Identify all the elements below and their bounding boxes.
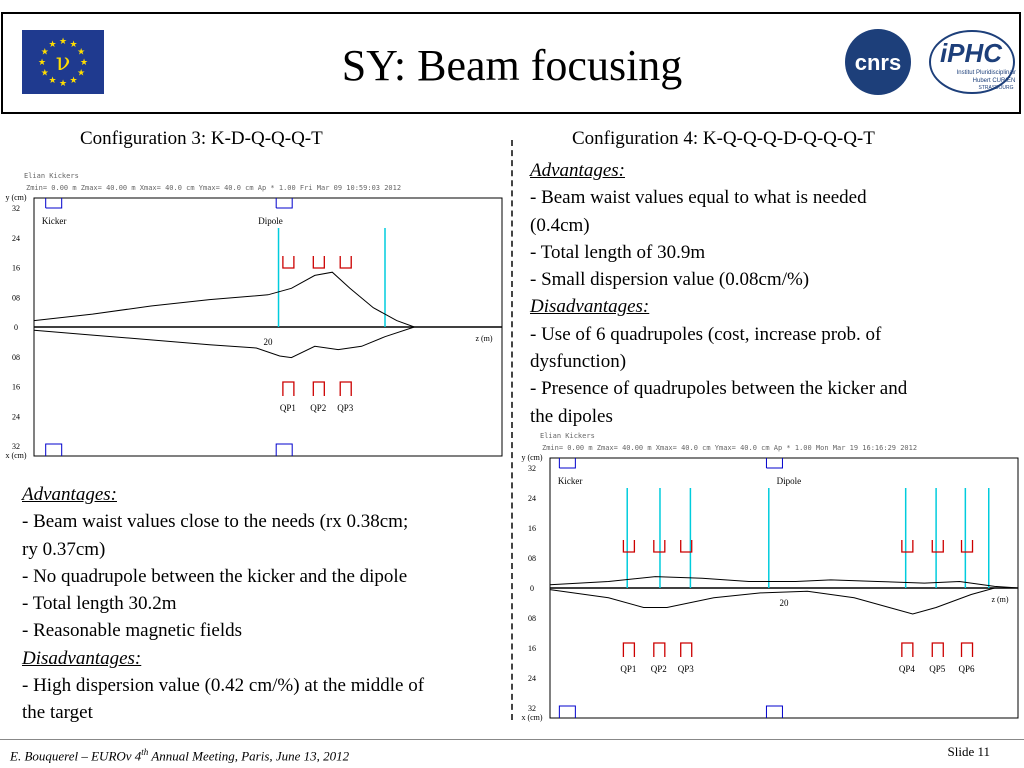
footer-author: E. Bouquerel – EUROv 4	[10, 748, 142, 764]
y-tick-label: 32	[528, 704, 536, 713]
magnet-marker-top	[766, 458, 782, 468]
quadrupole-label: QP6	[958, 664, 975, 674]
element-label: Dipole	[776, 476, 802, 486]
config3-dis-line: the target	[22, 702, 93, 724]
slide-title: SY: Beam focusing	[341, 41, 683, 90]
config4-dis-line: - Presence of quadrupoles between the kicker and	[530, 378, 908, 400]
config3-beam-envelope-plot	[0, 168, 506, 460]
eu-star-icon: ★	[40, 46, 49, 57]
eu-star-icon: ★	[77, 46, 86, 57]
quadrupole-top-marker	[902, 540, 913, 552]
z-axis-label: z (m)	[991, 595, 1009, 604]
quadrupole-top-marker	[313, 256, 324, 268]
y-tick-label: 24	[528, 494, 536, 503]
eu-star-icon: ★	[37, 57, 47, 67]
quadrupole-top-marker	[623, 540, 634, 552]
column-divider	[511, 140, 513, 720]
magnet-marker-top	[559, 458, 575, 468]
quadrupole-bottom-marker	[654, 643, 665, 657]
config3-adv-line: ry 0.37cm)	[22, 538, 106, 560]
config4-adv-line: - Total length of 30.9m	[530, 241, 706, 263]
quadrupole-top-marker	[932, 540, 943, 552]
config4-adv-line: - Beam waist values equal to what is needed	[530, 187, 867, 209]
y-tick-label: 16	[528, 524, 536, 533]
config3-heading: Configuration 3: K-D-Q-Q-Q-T	[80, 128, 323, 149]
y-tick-label: 08	[528, 614, 536, 623]
config4-beam-envelope-plot	[516, 428, 1022, 722]
magnet-marker-bottom	[46, 444, 62, 456]
quadrupole-bottom-marker	[962, 643, 973, 657]
y-tick-label: 16	[12, 382, 20, 392]
y-tick-label: 24	[12, 233, 20, 243]
config3-adv-line: - Beam waist values close to the needs (rx 0.38cm;	[22, 511, 409, 533]
y-tick-label: 24	[528, 674, 536, 683]
quadrupole-bottom-marker	[902, 643, 913, 657]
quadrupole-label: QP3	[337, 403, 354, 413]
z-tick-label: 20	[779, 598, 789, 608]
plot-header-1: Elian Kickers	[24, 172, 79, 180]
footer-rule	[0, 739, 1024, 740]
config4-dis-line: - Use of 6 quadrupoles (cost, increase prob. of	[530, 323, 882, 345]
y-tick-label: 32	[12, 442, 20, 451]
y-tick-label: 32	[12, 204, 20, 213]
element-label: Dipole	[258, 216, 283, 226]
quadrupole-label: QP2	[650, 664, 667, 674]
config4-heading: Configuration 4: K-Q-Q-Q-D-Q-Q-Q-T	[572, 128, 875, 149]
eu-nu-symbol: ν	[55, 48, 71, 76]
config3-disadvantages-heading: Disadvantages:	[22, 647, 142, 669]
config4-disadvantages-heading: Disadvantages:	[530, 296, 650, 318]
y-tick-label: 08	[12, 293, 20, 303]
magnet-marker-bottom	[276, 444, 292, 456]
iphc-logo-text: iPHC	[939, 38, 1003, 68]
iphc-sub-3: STRASBOURG	[978, 85, 1014, 91]
magnet-marker-top	[46, 198, 62, 208]
magnet-marker-bottom	[766, 706, 782, 718]
quadrupole-bottom-marker	[681, 643, 692, 657]
z-tick-label: 20	[263, 337, 273, 347]
quadrupole-top-marker	[283, 256, 294, 268]
plot-header-2: Zmin= 0.00 m Zmax= 40.00 m Xmax= 40.0 cm Ymax= 40.0 cm Ap * 1.00 Mon Mar 19 16:16:29 2012	[542, 444, 918, 452]
config3-adv-line: - Reasonable magnetic fields	[22, 620, 243, 642]
y-tick-label: 32	[528, 464, 536, 473]
eu-star-icon: ★	[77, 67, 86, 78]
vertical-envelope-line	[34, 272, 502, 327]
plot-header-1: Elian Kickers	[540, 432, 595, 440]
eu-star-icon: ★	[69, 75, 78, 86]
config4-dis-line: the dipoles	[530, 405, 613, 427]
quadrupole-bottom-marker	[932, 643, 943, 657]
y-tick-label: 24	[12, 412, 20, 422]
y-tick-label: 0	[14, 323, 18, 332]
partner-logos	[838, 28, 1016, 96]
quadrupole-label: QP3	[677, 664, 694, 674]
iphc-sub-2: Hubert CURIEN	[972, 78, 1016, 84]
x-axis-label-bottom: x (cm)	[521, 713, 543, 722]
quadrupole-label: QP5	[929, 664, 946, 674]
eu-star-icon: ★	[48, 38, 57, 49]
config4-description	[530, 157, 1010, 430]
y-tick-label: 0	[530, 584, 534, 593]
config3-description	[22, 481, 510, 727]
eu-star-icon: ★	[69, 38, 78, 49]
eu-star-icon: ★	[79, 57, 89, 67]
x-axis-label-bottom: x (cm)	[5, 451, 27, 460]
y-tick-label: 08	[528, 554, 536, 563]
config3-advantages-heading: Advantages:	[22, 484, 117, 505]
quadrupole-bottom-marker	[623, 643, 634, 657]
quadrupole-bottom-marker	[340, 382, 351, 396]
y-axis-label: y (cm)	[5, 193, 27, 202]
cnrs-logo-text: cnrs	[854, 50, 902, 75]
y-tick-label: 08	[12, 352, 20, 362]
y-axis-label: y (cm)	[521, 453, 543, 462]
slide-number: Slide 11	[947, 744, 990, 759]
iphc-sub-1: Institut Pluridisciplinaire	[956, 70, 1016, 76]
eu-star-icon: ★	[40, 67, 49, 78]
config3-adv-line: - Total length 30.2m	[22, 593, 177, 615]
eu-star-icon: ★	[48, 75, 57, 86]
config4-adv-line: - Small dispersion value (0.08cm/%)	[530, 269, 810, 291]
z-axis-label: z (m)	[475, 334, 493, 343]
quadrupole-label: QP2	[310, 403, 327, 413]
quadrupole-top-marker	[340, 256, 351, 268]
quadrupole-top-marker	[962, 540, 973, 552]
config4-advantages-heading: Advantages:	[530, 160, 625, 181]
footer-sup: th	[141, 747, 149, 757]
element-label: Kicker	[41, 216, 67, 226]
footer-citation	[10, 744, 349, 764]
magnet-marker-top	[276, 198, 292, 208]
config3-adv-line: - No quadrupole between the kicker and the dipole	[22, 565, 408, 587]
config4-adv-line: (0.4cm)	[530, 214, 590, 236]
quadrupole-label: QP1	[279, 403, 296, 413]
plot-header-2: Zmin= 0.00 m Zmax= 40.00 m Xmax= 40.0 cm Ymax= 40.0 cm Ap * 1.00 Fri Mar 09 10:59:03 2012	[26, 184, 402, 192]
quadrupole-bottom-marker	[283, 382, 294, 396]
element-label: Kicker	[557, 476, 583, 486]
quadrupole-bottom-marker	[313, 382, 324, 396]
y-tick-label: 16	[12, 263, 20, 273]
vertical-envelope-line	[550, 577, 1018, 588]
eu-star-icon: ★	[58, 36, 68, 46]
config3-dis-line: - High dispersion value (0.42 cm/%) at the middle of	[22, 675, 425, 697]
quadrupole-label: QP4	[898, 664, 915, 674]
quadrupole-label: QP1	[620, 664, 637, 674]
footer-rest: Annual Meeting, Paris, June 13, 2012	[148, 748, 350, 764]
eu-star-icon: ★	[58, 78, 68, 88]
magnet-marker-bottom	[559, 706, 575, 718]
config4-dis-line: dysfunction)	[530, 351, 627, 373]
y-tick-label: 16	[528, 644, 536, 653]
